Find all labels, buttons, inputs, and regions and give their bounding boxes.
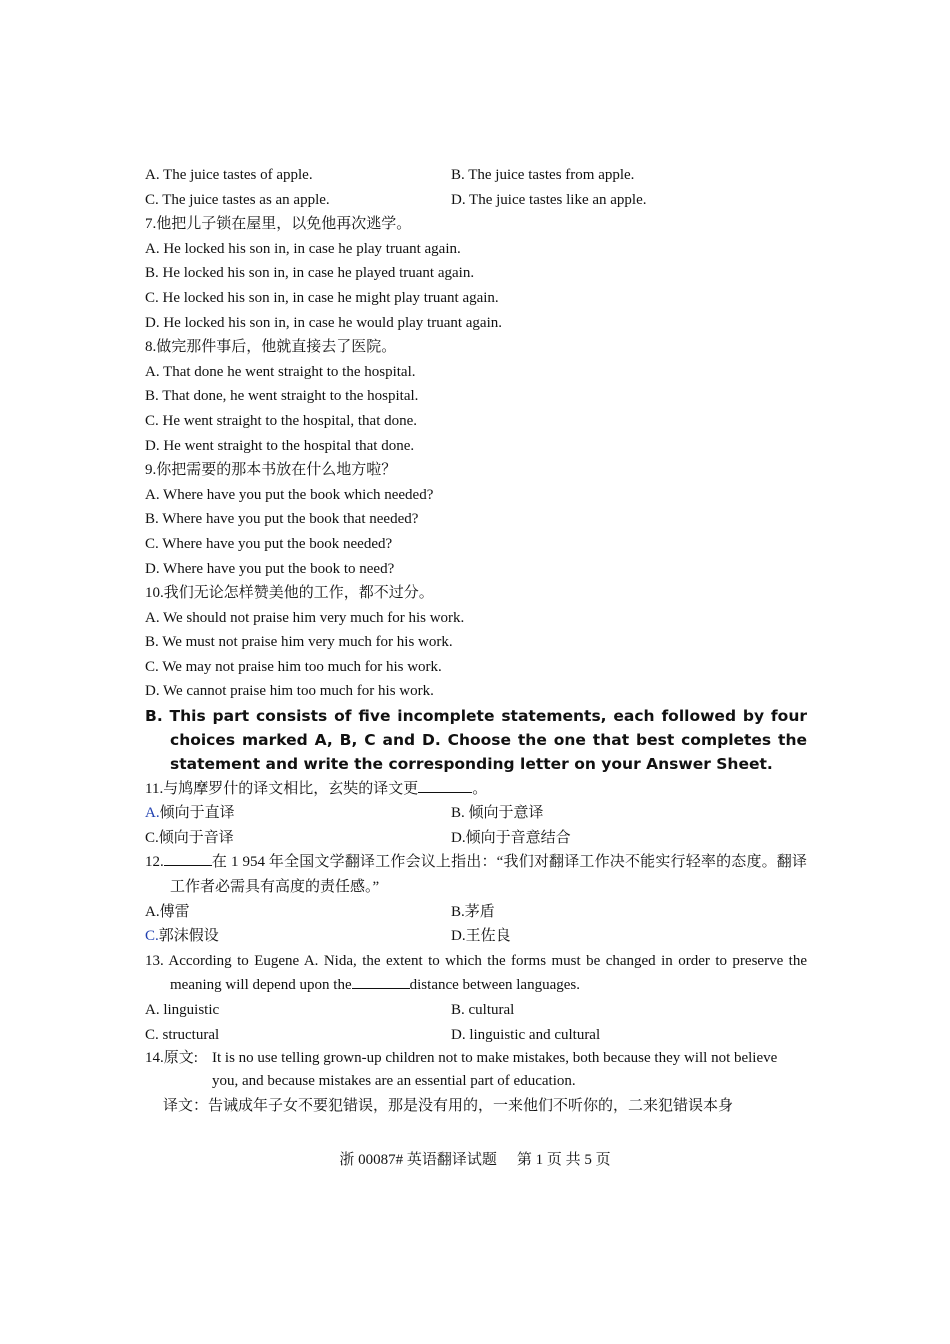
q6-option-a: A. The juice tastes of apple.: [145, 167, 313, 183]
q10-option-a: A. We should not praise him very much for his work.: [145, 609, 465, 626]
q11-option-a-text: 倾向于直译: [159, 805, 235, 822]
q9-option-c: C. Where have you put the book needed?: [145, 535, 393, 552]
q9-stem: 9.你把需要的那本书放在什么地方啦？: [145, 462, 397, 479]
footer-page-info: 第 1 页 共 5 页: [516, 1152, 611, 1168]
q12-stem-text: 在 1 954 年全国文学翻译工作会议上指出：“我们对翻译工作决不能实行轻率的态度。翻译工作者必需具有高度的责任感。”: [170, 854, 807, 896]
q13-options-row-1: [145, 998, 807, 1023]
q12-option-d: D.王佐良: [451, 928, 511, 945]
q7-option-b: B. He locked his son in, in case he played truant again.: [145, 265, 475, 282]
q11-options-row-1: [145, 801, 807, 826]
q7-option-d: D. He locked his son in, in case he would play truant again.: [145, 314, 502, 331]
q10-option-b: B. We must not praise him very much for his work.: [145, 634, 453, 651]
q13-options-row-2: [145, 1023, 807, 1048]
q13-option-b: B. cultural: [451, 1002, 515, 1019]
part-b-instruction: B. This part consists of five incomplete statements, each followed by four choices marked A, B, C and D. Choose the one that best completes the statement and write the corresponding letter on your Answer Sheet.: [145, 707, 807, 774]
q11-option-a: [145, 801, 451, 826]
q9-option-b: B. Where have you put the book that needed?: [145, 511, 419, 528]
q12-option-b: B.茅盾: [451, 903, 495, 920]
q6-option-b: B. The juice tastes from apple.: [451, 167, 635, 183]
q12-option-c-letter: C.: [145, 928, 159, 945]
q14-label: 14.原文:: [145, 1050, 198, 1067]
q12-options-row-2: [145, 924, 807, 949]
q12-stem: [145, 850, 807, 899]
q11-stem-end: 。: [472, 780, 488, 797]
q8-option-c: C. He went straight to the hospital, that done.: [145, 412, 418, 429]
q9-option-d: D. Where have you put the book to need?: [145, 560, 395, 577]
q10-option-c: C. We may not praise him too much for his work.: [145, 658, 442, 675]
q8-option-b: B. That done, he went straight to the hospital.: [145, 388, 419, 405]
q13-stem-end: distance between languages.: [409, 977, 580, 994]
q12-number: 12.: [145, 854, 164, 871]
footer-exam-code: 浙 00087# 英语翻译试题: [339, 1152, 497, 1168]
q6-options-row-2: [145, 188, 807, 213]
q10-option-d: D. We cannot praise him too much for his work.: [145, 683, 434, 700]
q7-option-a: A. He locked his son in, in case he play truant again.: [145, 240, 461, 257]
q8-option-a: A. That done he went straight to the hospital.: [145, 363, 416, 380]
q11-option-a-letter: A.: [145, 805, 160, 822]
q14-original-text: It is no use telling grown-up children not to make mistakes, both because they will not believe you, and because mistakes are an essential part of education.: [212, 1050, 778, 1090]
q13-option-a: A. linguistic: [145, 1002, 220, 1019]
q11-option-c: C.倾向于音译: [145, 829, 234, 846]
q14-translation: 译文：告诫成年子女不要犯错误，那是没有用的，一来他们不听你的，二来犯错误本身: [163, 1098, 734, 1115]
exam-page: [145, 163, 807, 1119]
q11-stem-text: 11.与鸠摩罗什的译文相比，玄奘的译文更: [145, 780, 419, 797]
q13-stem-text: 13. According to Eugene A. Nida, the extent to which the forms must be changed in order to preserve the meaning will depend upon the: [145, 952, 807, 994]
q11-option-d: D.倾向于音意结合: [451, 829, 571, 846]
q7-option-c: C. He locked his son in, in case he might play truant again.: [145, 289, 499, 306]
q13-answer-blank: [352, 973, 410, 989]
q11-stem: [145, 777, 807, 802]
q11-answer-blank: [418, 777, 472, 793]
q13-option-d: D. linguistic and cultural: [451, 1026, 601, 1043]
q13-stem: [145, 949, 807, 998]
q12-option-c: [145, 924, 451, 949]
q8-option-d: D. He went straight to the hospital that done.: [145, 437, 415, 454]
q13-option-c: C. structural: [145, 1026, 220, 1043]
q11-option-b: B. 倾向于意译: [451, 805, 544, 822]
q12-option-a: A.傅雷: [145, 903, 190, 920]
q6-options-row-1: [145, 163, 807, 188]
q12-option-c-text: 郭沫假设: [158, 928, 219, 945]
q7-stem: 7.他把儿子锁在屋里，以免他再次逃学。: [145, 216, 412, 233]
q11-options-row-2: [145, 826, 807, 851]
q14-original: [145, 1047, 807, 1093]
q6-option-d: D. The juice tastes like an apple.: [451, 191, 647, 208]
q6-option-c: C. The juice tastes as an apple.: [145, 191, 330, 208]
page-footer: [0, 1149, 950, 1171]
q12-options-row-1: [145, 900, 807, 925]
q8-stem: 8.做完那件事后，他就直接去了医院。: [145, 339, 397, 356]
q10-stem: 10.我们无论怎样赞美他的工作，都不过分。: [145, 585, 434, 602]
q12-answer-blank: [164, 850, 212, 866]
q9-option-a: A. Where have you put the book which needed?: [145, 486, 434, 503]
